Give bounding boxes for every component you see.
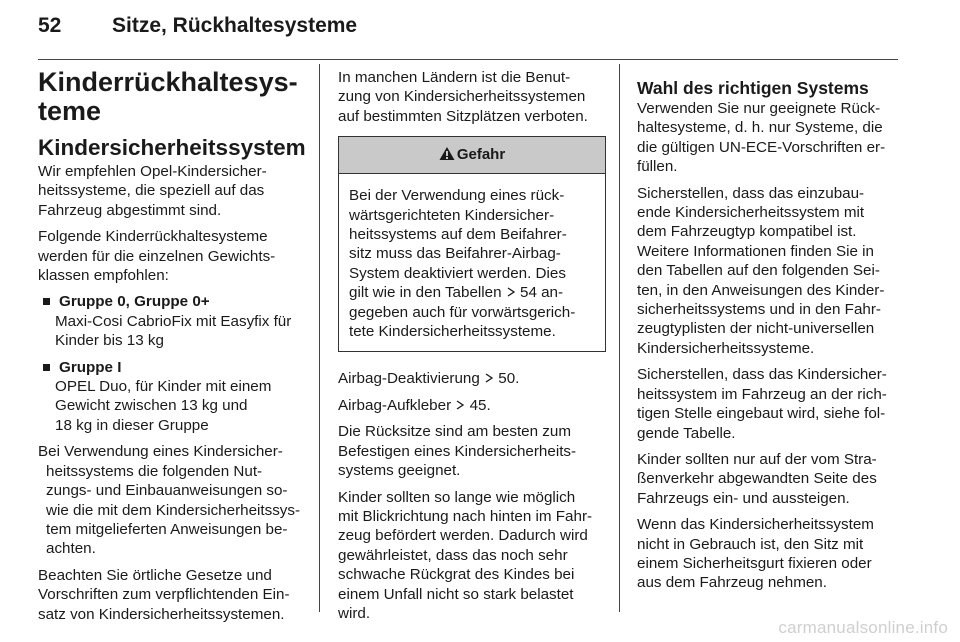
page-reference-link[interactable]: 45. (469, 396, 491, 414)
warning-header (339, 137, 605, 174)
page-reference-icon (484, 373, 494, 383)
section-title: Sitze, Rückhaltesysteme (112, 14, 358, 37)
page-reference-icon (506, 287, 516, 297)
paragraph: Bei Verwendung eines Kindersicher- heitssystems die folgenden Nut- zungs- und Einbauanweisungen so- wie die mit dem Kindersicherheitssys- tem mitgelieferten Anweisungen be- achten. (38, 443, 301, 558)
paragraph: Beachten Sie örtliche Gesetze und Vorschriften zum verpflichtenden Ein- satz von Kindersicherheitssystemen. (38, 566, 290, 623)
section-heading: Kindersicherheitssystem (38, 135, 306, 160)
list-item (38, 292, 310, 311)
cross-reference-text: Airbag-Deaktivierung (338, 370, 485, 388)
warning-text-part: Bei der Verwendung eines rück- wärtsgerichteten Kindersicher- heitssystems auf dem Beifahrer- sitz muss das Beifahrer-Airbag- System deaktiviert werden. Dies gilt wie in den Tabellen (349, 187, 567, 302)
cross-reference-text: Airbag-Aufkleber (338, 396, 456, 414)
column-right (637, 78, 907, 600)
list-item-label: Gruppe I (59, 358, 122, 376)
paragraph: Kinder sollten nur auf der vom Stra- ßenverkehr abgewandten Seite des Fahrzeugs ein- und aussteigen. (637, 450, 877, 507)
paragraph: Wenn das Kindersicherheitssystem nicht in Gebrauch ist, den Sitz mit einem Sicherheitsgurt fixieren oder aus dem Fahrzeug nehmen. (637, 516, 874, 592)
paragraph: Sicherstellen, dass das Kindersicher- heitssystem im Fahrzeug an der rich- tigen Stelle eingebaut wird, siehe fol- gende Tabelle. (637, 366, 887, 442)
list-item-label: Gruppe 0, Gruppe 0+ (59, 293, 210, 311)
paragraph: Sicherstellen, dass das einzubau- ende Kindersicherheitssystem mit dem Fahrzeugtyp kompatibel ist. Weitere Informationen finden Sie in den Tabellen auf den folgenden Sei- ten, in den Anweisungen des Kinder- sicherheitssystems und in den Fahr- zeugtyplisten der nicht-universellen Kindersicherheitssysteme. (637, 184, 885, 357)
paragraph: Folgende Kinderrückhaltesysteme werden für die einzelnen Gewichts- klassen empfohlen: (38, 228, 276, 285)
chapter-heading: Kinderrückhaltesys- teme (38, 67, 298, 126)
watermark: carmanualsonline.info (778, 618, 948, 637)
cross-reference (338, 396, 606, 415)
warning-title: Gefahr (456, 146, 506, 164)
list-item (38, 358, 310, 377)
column-divider (619, 64, 620, 612)
paragraph: Die Rücksitze sind am besten zum Befestigen eines Kindersicherheits- systems geeignet. (338, 423, 577, 480)
page-reference-icon (455, 400, 465, 410)
bullet-icon (43, 298, 50, 305)
bullet-icon (43, 364, 50, 371)
page-header (38, 14, 357, 44)
page-reference-link[interactable]: 54 an- (520, 284, 564, 302)
column-left (38, 68, 310, 631)
page-reference-link[interactable]: 50. (498, 370, 520, 388)
list-item-text: Maxi-Cosi CabrioFix mit Easyfix für Kinder bis 13 kg (55, 312, 292, 350)
paragraph: Verwenden Sie nur geeignete Rück- haltesysteme, d. h. nur Systeme, die die gültigen UN-ECE-Vorschriften er- füllen. (637, 100, 886, 176)
warning-triangle-icon (439, 146, 455, 161)
section-heading: Wahl des richtigen Systems (637, 78, 869, 98)
warning-text-part: gegeben auch für vorwärtsgerich- tete Kindersicherheitssysteme. (349, 303, 576, 341)
warning-box (338, 136, 606, 352)
warning-text (339, 174, 605, 351)
paragraph: Kinder sollten so lange wie möglich mit Blickrichtung nach hinten im Fahr- zeug befördert werden. Dadurch wird gewährleistet, dass das noch sehr schwache Rückgrat des Kindes bei einem Unfall nicht so stark belastet wird. (338, 488, 593, 622)
header-rule (38, 59, 898, 60)
paragraph: Wir empfehlen Opel-Kindersicher- heitssysteme, die speziell auf das Fahrzeug abgestimmt sind. (38, 163, 267, 219)
list-item-text: OPEL Duo, für Kinder mit einem Gewicht zwischen 13 kg und 18 kg in dieser Gruppe (55, 378, 272, 434)
column-middle (338, 68, 606, 630)
paragraph: In manchen Ländern ist die Benut- zung von Kindersicherheitssystemen auf bestimmten Sitzplätzen verboten. (338, 69, 588, 125)
column-divider (319, 64, 320, 612)
cross-reference (338, 369, 606, 388)
page-number: 52 (38, 14, 62, 37)
